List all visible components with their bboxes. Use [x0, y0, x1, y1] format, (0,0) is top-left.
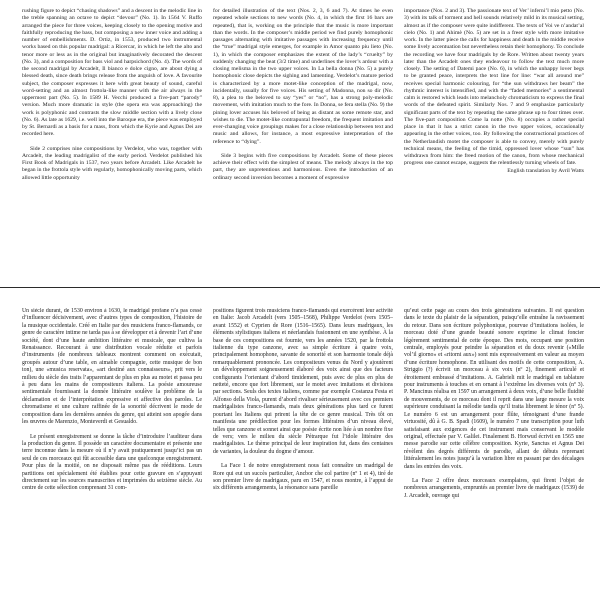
paragraph: Un siècle durant, de 1530 environ à 1630, le madrigal profane n’a pas cessé d’influencer décisivement, avec d’autres types de composition, l’histoire de la musique occidentale. Créé en Italie par des musiciens franco-flamands, ce genre de caractère intime ne tarda pas à se développer et à devenir l’art d’une société, dont d’une haute ambition littéraire et musicale, que cultiva la Renaissance. Recourant à une distribution vocale réduite et parfois d’instruments (de nombreux tableaux montrent comment on exécutait, groupés autour d’une table, en aimable compagnie, cette musique de bon ton), une «musica reservata», «art destiné aux connaisseurs», prit vers le milieu du siècle des traits l’apparentant de plus en plus au motet et passa peu à peu dans les mains de compositeurs italiens. La poésie amoureuse sentimentale fournissant la donnée littéraire soulève la problème de la déclamation et de l’interprétation expressive et affective des paroles. Le chromatisme et une culture raffinée de la sonorité décrivent le mode de composition dans les dernières années du genre, qui atteint son apogée dans les œuvres de Marenzio, Monteverdi et Gesualdo. — [22, 308, 202, 426]
paragraph: Side 3 begins with five compositions by Arcadelt. Some of these pieces achieve their effect with the simplest of means. The melody always in the top part, they are unpretentious and harmonious. Even the introduction of an ordinary second inversion becomes a moment of expressive — [213, 152, 393, 181]
english-column-3 — [404, 8, 584, 272]
paragraph: Side 2 comprises nine compositions by Verdelot, who was, together with Arcadelt, the leading madrigalist of the early period. Verdelot published his First Book of Madrigals in 1537, two years before Arcadelt. Like Arcadelt he began in the frottola style with regularly, homophonically moving parts, which allowed little opportunity — [22, 145, 202, 181]
paragraph: qu’eut cette page au cours des trois générations suivantes. Il est question dans le texte du plaisir de la séparation, puisqu’elle entraîne la ravissement du retour. Dans son écriture polyphonique, pourvue d’imitations isolées, le morceau doté d’une grande beauté sonore exprime le climat foncier légèrement sentimental de cette époque. Des mots, occupant une position centrale, employés pour peindre la séparation et du doux revenir («Mille vol’il giorno» et «ritorni aux») sont mis expressivement en valeur au moyen d’une écriture homophone. En utilisant des motifs de cette composition, A. Striggio (?) écrivit un morceau à six voix (nº 2), finement articulé et étroitement embrassé d’imitations. A. Gabrieli mit le madrigal en tablature pour instruments à touches et en ornant à l’extrême les diverses voix (nº 3). P. Mancinus réalisa en 1597 un arrangement à deux voix, d’une belle fluidité de mouvements, de ce morceau dont il reprit dans une large mesure la voix supérieure conduisant la mélodie tandis qu’il traita librement le ténor (nº 5). Le numéro 6 est un arrangement pour flûte, témoignant d’une frande virtuosité, dû à G. B. Spadi (1609), le numéro 7 une transcription pour luth satisfaisant aux exigences de cet instrument mais conservant le modèle original, effectuée par V. Galilei. Finalement B. Horwud écrivit en 1565 une messe parodie sur cette célèbre composition. Kyrie, Sanctus et Agnus Dei révèlent des degrés différents de parodie, allant de débuts reprenant littéralement les notes jusqu’à la variation libre en passant par des décalages dans les entrées des voix. — [404, 308, 584, 470]
english-column-1 — [22, 8, 202, 272]
paragraph: Le présent enregistrement se donne la tâche d’introduire l’auditeur dans la production du genre. Il possède un caractère documentaire et présente une terre inconnue dans la mesure où il n’y avait pratiquement jusqu’ici pas un seul de ces morceaux qui fût accessible dans une quelconque enregistrement. Pour plus de la moitié, on ne disposait même pas de rééditions. Leurs partitions ont spécialement été établies pour cette gravure en s’appuyant directement sur les sources manuscrites et imprimées du seizième siècle. Au centre de cette sélection comprenant 31 com- — [22, 433, 202, 492]
paragraph: importance (Nos. 2 and 3). The passionate text of Ver’ inferni’l mio petto (No. 3) with its talk of torment and hell sounds relatively mild in its musical setting, almost as if the composer were quite indifferent. The texts of Voi ve n’andat’al cielo (No. 1) and Ahimè (No. 5) are set in a freer style with more imitative work. In the latter piece the calls for happiness and death in the middle receive some lively accentuation but nevertheless retain their homophony. To conclude the recording we have four madrigals by de Rore. Written about twenty years later than the Arcadelt ones they endeavour to follow the text much more closely. The setting of Datemi pace (No. 6), in which the unhappy lover begs to be granted peace, interprets the text line for line: “war all around me” receives special harmonic colouring, for “the sun withdraws her beam” the rhythmic interest is intensified, and with the “faded memories” a sentimental calm is restored which leads into melancholy chromaticism to express the final words of the defeated spirit. Similarly Nos. 7 and 9 emphasize particularly significant parts of the text by repeating the same phrase up to four times over. The five-part composition Come la notte (No. 8) occupies a rather special place in that it has a strict canon in the two upper voices, occasionally appearing in the other voices, too. By following the constructional practices of the Netherlandish motet the composer is able to convey, merely with purely technical means, the feeling of the timid, oppressed lover whose “sun” has withdrawn from him: the freed motion of the canon, from whose mechanical progress one cannot escape, suggests the relentlessly turning wheels of fate. — [404, 8, 584, 167]
translation-credit: English translation by Avril Watts — [507, 167, 584, 174]
english-column-2 — [213, 8, 393, 272]
paragraph: La Face 1 de notre enregistrement nous fait connaître un madrigal de Rore qui eut un succès particulier, Ancbor che col partire (nº 1 et 4), tiré de son premier livre de madrigaux, paru en 1547, et nous montre, à l’appui de six différents arrangements, la résonance sans pareille — [213, 463, 393, 492]
french-notes — [22, 308, 584, 598]
french-column-3 — [404, 308, 584, 598]
paragraph: for detailed illustration of the text (Nos. 2, 3, 6 and 7). At times he even repeated whole sections to new words (No. 4, in which the first 16 bars are repeated), that is, working on the principle that the music is more important than the words. In the composer’s middle period we find purely homophonic passages alternating with imitative passages with increasing frequency until the “true” madrigal style emerges, for example in Amor quanto piu lieto (No. 1), in which the composer emphasizes the extent of the lady’s “cruelty” by suddenly changing the beat (3/2 time) and underlines the lover’s ardour with a closing melisma in the two upper voices. In La bella donna (No. 5) a purely homophonic close depicts the sighing and lamenting. Verdelot’s mature period is characterized by a more motet-like conception of the madrigal, now, incidentally, usually for five voices. His setting of Madonna, non so dir (No. 8), a plea to the beloved to say “yes” or “no”, has a strong poly-melodic movement, with imitation much to the fore. In Donna, se fera stella (No. 9) the pining lover accuses his beloved of being as distant as some remote star, and wishes to die. The motet-like contrapuntal freedom, the frequent imitation and ever-changing voice groupings makes for a close relationship between text and music and allows, for instance, a most expressive interpretation of the reference to “dying”. — [213, 8, 393, 145]
english-notes — [22, 8, 584, 272]
paragraph: La Face 2 offre deux morceaux exemplaires, qui firent l’objet de nombreux arrangements, empruntés au premier livre de madrigaux (1539) de J. Arcadelt, ouvrage qui — [404, 477, 584, 499]
french-column-1 — [22, 308, 202, 598]
french-column-2 — [213, 308, 393, 598]
paragraph: positions figurent trois musiciens franco-flamands qui exercèrent leur activité en Italie: Jacob Arcadelt (vers 1505–1568), Philippe Verdelot (vers 1505–avant 1552) et Cyprien de Rore (1516–1565). Dans leurs madrigaux, les éléments stylistiques italiens et néerlandais fusionnent en une synthèse. À la base de ces compositions est fournie, vers les années 1520, par la frottola italienne du type canzone, avec sa simple écriture à quatre voix, principalement homophone, savante de sonorité et son harmonie tonale déjà remarquablement prononcée. Les compositeurs venus du Nord y ajoutèrent un développement soigneusement élaboré des voix ainsi que des facteurs configurants l’orientant d’abord timidement, puis avec de plus en plus de netteté, encore que fort librement, sur le motet avec imitations et divisions par sections. Seuls des textes italiens, comme par exemple Costanza Festa et Alfonso della Viola, purent d’abord rivaliser sérieusement avec ces premiers madrigalistes franco-flamands, mais deux générations plus tard ce furent pourtant les Italiens qui prirent la tête de ce genre musical. Très tôt on manifesta une prédilection pour les formes littéraires d’un niveau élevé, telles que canzone et sonnet ainsi que poésie écrite non liée à un nombre fixe de vers; vers le milieu du siècle Pétrarque fut l’idole littéraire des madrigalistes. Le thème principal de leur inspiration fut, dans des centaines de variantes, la douleur du dogme d’amour. — [213, 308, 393, 455]
section-divider — [0, 287, 600, 288]
paragraph: rushing figure to depict “chasing shadows” and a descent in the melodic line in the treble spanning an octave to depict “devour” (No. 1). In 1564 V. Ruffo arranged the piece for three voices, keeping closely to the opening motive and faithfully reproducing the bass, but composing a new inner voice and adding a number of embellishments. D. Ortiz, in 1553, produced two instrumental works based on this popular madrigal: a Ricercar, in which he left the alto and tenor more or less as in the original but imaginatively decorated the descent (No. 3), and a composition for bass viol and harpsichord (No. 4). The words of the second madrigal by Arcadelt, Il bianco e dolce cigno, are about dying a blessed death, since death brings release from the anguish of love. A favourite subject, the composer expresses it here with great beauty of sound, careful word-setting and an almost frottola-like manner with the air always in the uppermost part (No. 5). In 1589 H. Vecchi produced a five-part “parody” version. Much more dramatic in style (the opera era was approaching) the work is polyphonic and contrasts the slow middle section with a lively close (No. 6). As late as 1629, i.e. well into the Baroque era, the piece was employed by St. Bernardi as a basis for a mass, from which the Kyrie and Agnus Dei are recorded here. — [22, 8, 202, 138]
